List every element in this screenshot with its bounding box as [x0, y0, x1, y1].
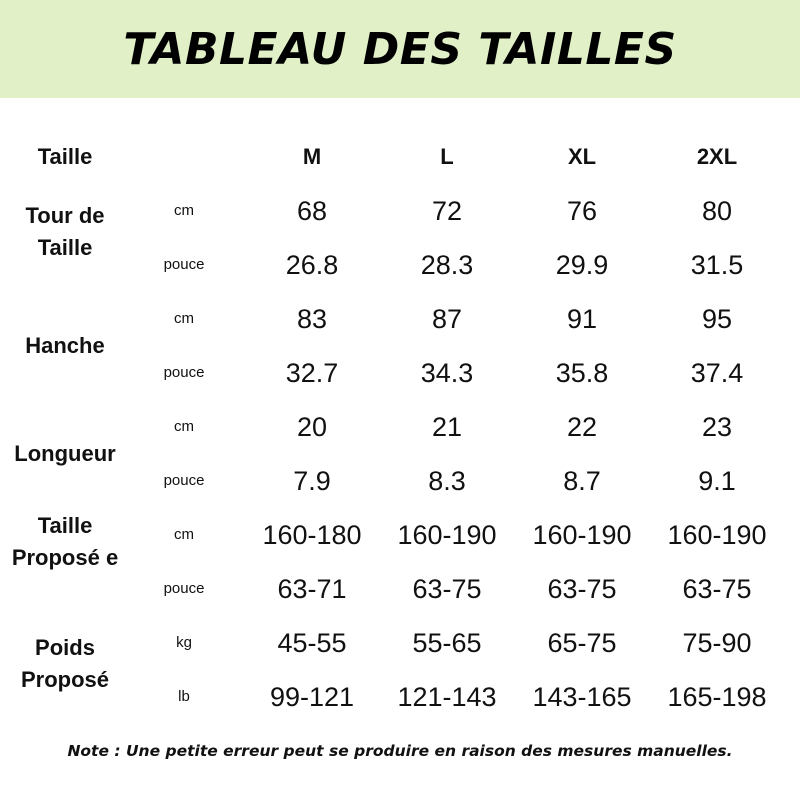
table-cell: 34.3: [420, 358, 474, 388]
measurement-note: Note : Une petite erreur peut se produire en raison des mesures manuelles.: [67, 742, 733, 760]
table-cell: 20: [296, 412, 328, 442]
unit-label: pouce: [163, 364, 205, 381]
table-cell: 160-190: [532, 520, 632, 550]
title-banner: [0, 0, 800, 98]
table-cell: 165-198: [667, 682, 767, 712]
table-cell: 99-121: [269, 682, 355, 712]
category-label: Tour de Taille: [25, 203, 105, 260]
table-cell: 21: [431, 412, 463, 442]
unit-label: cm: [174, 418, 194, 435]
table-cell: 75-90: [682, 628, 752, 658]
unit-label: cm: [174, 310, 194, 327]
table-cell: 121-143: [397, 682, 497, 712]
table-cell: 32.7: [285, 358, 339, 388]
table-cell: 55-65: [412, 628, 482, 658]
page-title: TABLEAU DES TAILLES: [123, 23, 677, 75]
category-label: Longueur: [14, 441, 116, 466]
unit-label: pouce: [163, 580, 205, 597]
table-cell: 80: [701, 196, 733, 226]
table-cell: 91: [566, 304, 598, 334]
category-label: Poids Proposé: [20, 635, 110, 692]
table-cell: 45-55: [277, 628, 347, 658]
header-size-l: L: [440, 144, 454, 169]
table-cell: 22: [566, 412, 598, 442]
table-cell: 160-190: [397, 520, 497, 550]
table-cell: 29.9: [555, 250, 609, 280]
table-cell: 63-75: [682, 574, 752, 604]
table-cell: 9.1: [698, 466, 736, 496]
table-cell: 160-180: [262, 520, 362, 550]
table-cell: 37.4: [690, 358, 744, 388]
unit-label: lb: [178, 688, 190, 705]
table-cell: 8.7: [563, 466, 601, 496]
table-cell: 65-75: [547, 628, 617, 658]
table-cell: 7.9: [293, 466, 331, 496]
table-cell: 95: [701, 304, 733, 334]
header-size-m: M: [302, 144, 322, 169]
table-cell: 63-75: [412, 574, 482, 604]
category-label: Taille Proposé e: [11, 513, 119, 570]
header-size-2xl: 2XL: [696, 144, 738, 169]
unit-label: pouce: [163, 472, 205, 489]
table-cell: 68: [296, 196, 328, 226]
header-size-label: Taille: [37, 144, 93, 169]
table-cell: 63-71: [277, 574, 347, 604]
table-cell: 87: [431, 304, 463, 334]
table-cell: 160-190: [667, 520, 767, 550]
header-size-xl: XL: [567, 144, 597, 169]
unit-label: pouce: [163, 256, 205, 273]
table-cell: 23: [701, 412, 733, 442]
unit-label: kg: [176, 634, 192, 651]
table-cell: 72: [431, 196, 463, 226]
table-cell: 8.3: [428, 466, 466, 496]
unit-label: cm: [174, 202, 194, 219]
table-cell: 31.5: [690, 250, 744, 280]
table-cell: 83: [296, 304, 328, 334]
table-cell: 76: [566, 196, 598, 226]
unit-label: cm: [174, 526, 194, 543]
table-cell: 143-165: [532, 682, 632, 712]
table-cell: 35.8: [555, 358, 609, 388]
table-cell: 28.3: [420, 250, 474, 280]
table-cell: 26.8: [285, 250, 339, 280]
table-cell: 63-75: [547, 574, 617, 604]
category-label: Hanche: [25, 333, 105, 358]
